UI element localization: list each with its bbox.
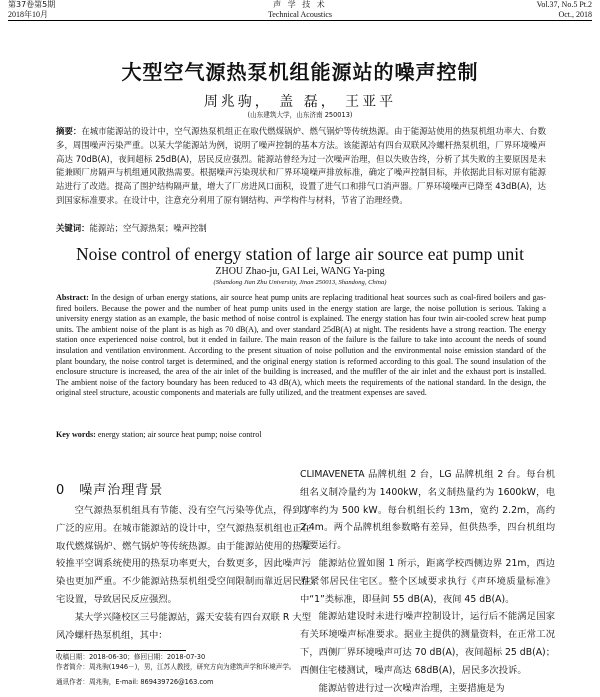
keywords-cn	[56, 222, 546, 234]
keywords-en-label: Key words:	[56, 430, 96, 439]
left-column	[56, 502, 311, 644]
affiliation-cn: (山东建筑大学，山东济南 250013)	[247, 111, 353, 119]
body-paragraph: 某大学兴隆校区三号能源站，露天安装有四台双联 R 大型风冷螺杆热泵机组，其中：	[56, 611, 311, 641]
authors-en: ZHOU Zhao-ju, GAI Lei, WANG Ya-ping	[215, 266, 385, 277]
section-heading: 0 噪声治理背景	[56, 483, 164, 498]
body-paragraph: 能源站建设时未进行噪声控制设计，运行后不能满足国家有关环境噪声标准要求。据业主提供的测量资料，在正常工况下，西侧厂界环境噪声可达 70 dB(A)，夜间超标 25 dB(A)；西侧住宅楼测试，噪声高达 68dB(A)，居民多次投诉。	[300, 611, 555, 676]
authors-cn: 周兆驹， 盖 磊， 王亚平	[203, 94, 397, 110]
footnote-contact: 通讯作者：周兆驹，E-mail: 869439726@163.com	[56, 678, 214, 686]
header-volume-left: 第37卷第5期	[8, 0, 56, 9]
abstract-en	[56, 293, 546, 399]
keywords-en-text: energy station; air source heat pump; noise control	[97, 430, 262, 439]
body-paragraph: 能源站曾进行过一次噪声治理，主要措施是为	[318, 682, 505, 694]
header-date-right: Oct., 2018	[558, 10, 592, 19]
header-volume-right: Vol.37, No.5 Pt.2	[536, 0, 592, 9]
keywords-en	[56, 430, 546, 440]
paper-title-cn: 大型空气源热泵机组能源站的噪声控制	[121, 60, 479, 84]
body-paragraph: 能源站位置如图 1 所示，距离学校西侧边界 21m，西边界紧邻居民住宅区。整个区域要求执行《声环境质量标准》中“1”类标准，即昼间 55 dB(A)，夜间 45 dB(A)。	[300, 557, 555, 605]
paper-title-en: Noise control of energy station of large air source eat pump unit	[76, 244, 524, 264]
header-journal-en: Technical Acoustics	[267, 10, 333, 19]
body-paragraph: 空气源热泵机组具有节能、没有空气污染等优点，得到了广泛的应用。在城市能源站的设计中，空气源热泵机组也正在取代燃煤锅炉、燃气锅炉等传统热源。由于能源站使用的热泵较推平空调系统使用的热泵功率更大，台数更多，因此噪声污染也更加严重。不少能源站热泵机组受空间限制而靠近居民住宅设置，导致居民反应强烈。	[56, 505, 311, 605]
abstract-cn-label: 摘要：	[56, 126, 82, 136]
affiliation-en: (Shandong Jian Zhu University, Jinan 250013, Shandong, China)	[213, 279, 387, 286]
keywords-cn-text: 能源站；空气源热泵；噪声控制	[89, 223, 207, 233]
header-date-left: 2018年10月	[8, 10, 48, 19]
footnote-rule	[56, 650, 186, 651]
body-paragraph: CLIMAVENETA 品牌机组 2 台，LG 品牌机组 2 台。每台机组名义制冷量约为 1400kW，名义制热量约为 1600kW，电功率约为 500 kW。每台机组长约 13m，宽约 2.2m，高约 2.4m。两个品牌机组参数略有差异，但供热季，四台机组均需要运行。	[300, 469, 555, 552]
footnote-author: 作者简介：周兆驹(1946－)，男，江苏人教授，研究方向为建筑声学和环境声学。	[56, 663, 296, 671]
footnote-received: 收稿日期：2018-06-30；修回日期：2018-07-30	[56, 653, 206, 661]
header-journal-cn: 声 学 技 术	[273, 0, 327, 9]
abstract-en-text: In the design of urban energy stations, air source heat pump units are replacing traditional heat sources such as coal-fired boilers and gas-fired boilers. Because the power and the number of heat pump units used in the energy station are large, the noise pollution is serious. Taking a university energy station as an example, the basic method of noise control is explained. The energy station has four twin air-cooled screw heat pump units. The ambient noise of the plant is as high as 70 dB(A), and over standard 25dB(A) at night. The residents have a strong reaction. The energy station once experienced noise control, but it ended in failure. The main reason of the failure is the failure to take into account the needs of sound insulation and ventilation environment. According to the present situation of noise pollution and the environmental noise emission standard of the plant boundary, the noise control target is determined, and the original energy station is reformed according to this goal. The sound insulation of the enclosure structure is increased, the area of the air inlet of the building is increased, and the muffler of the air inlet and the exhaust port is installed. The ambient noise of the factory boundary has been reduced to 43 dB(A), which meets the requirements of the national standard. In the design, the original steel structure, acoustic components and materials are fully utilized, and the treatment expenses are saved.	[56, 293, 546, 398]
abstract-en-label: Abstract:	[56, 293, 89, 302]
abstract-cn	[56, 125, 546, 208]
header-rule	[8, 20, 592, 21]
right-column	[300, 466, 555, 697]
keywords-cn-label: 关键词：	[56, 223, 90, 233]
abstract-cn-text: 在城市能源站的设计中，空气源热泵机组正在取代燃煤锅炉、燃气锅炉等传统热源。由于能源站使用的热泵机组功率大、台数多，周围噪声污染严重。以某大学能源站为例，说明了噪声控制的基本方法。该能源站有四台双联风冷螺杆热泵机组，厂界环境噪声高达 70dB(A)，夜间超标 25dB(A)，居民反应强烈。能源站曾经为过一次噪声治理，但以失败告终，分析了其失败的主要原因是未能兼顾厂房隔声与机组通风散热需要。根据噪声污染现状和厂界环境噪声排放标准，确定了噪声控制目标，并依据此目标对原有能源站进行了改造。提高了围护结构隔声量，增大了厂房进风口面积，设置了进气口和排气口消声器。厂界环境噪声已降至 43dB(A)，达到国家标准要求。在设计中，注意充分利用了原有钢结构、声学构件与材料，节省了治理经费。	[56, 126, 547, 205]
